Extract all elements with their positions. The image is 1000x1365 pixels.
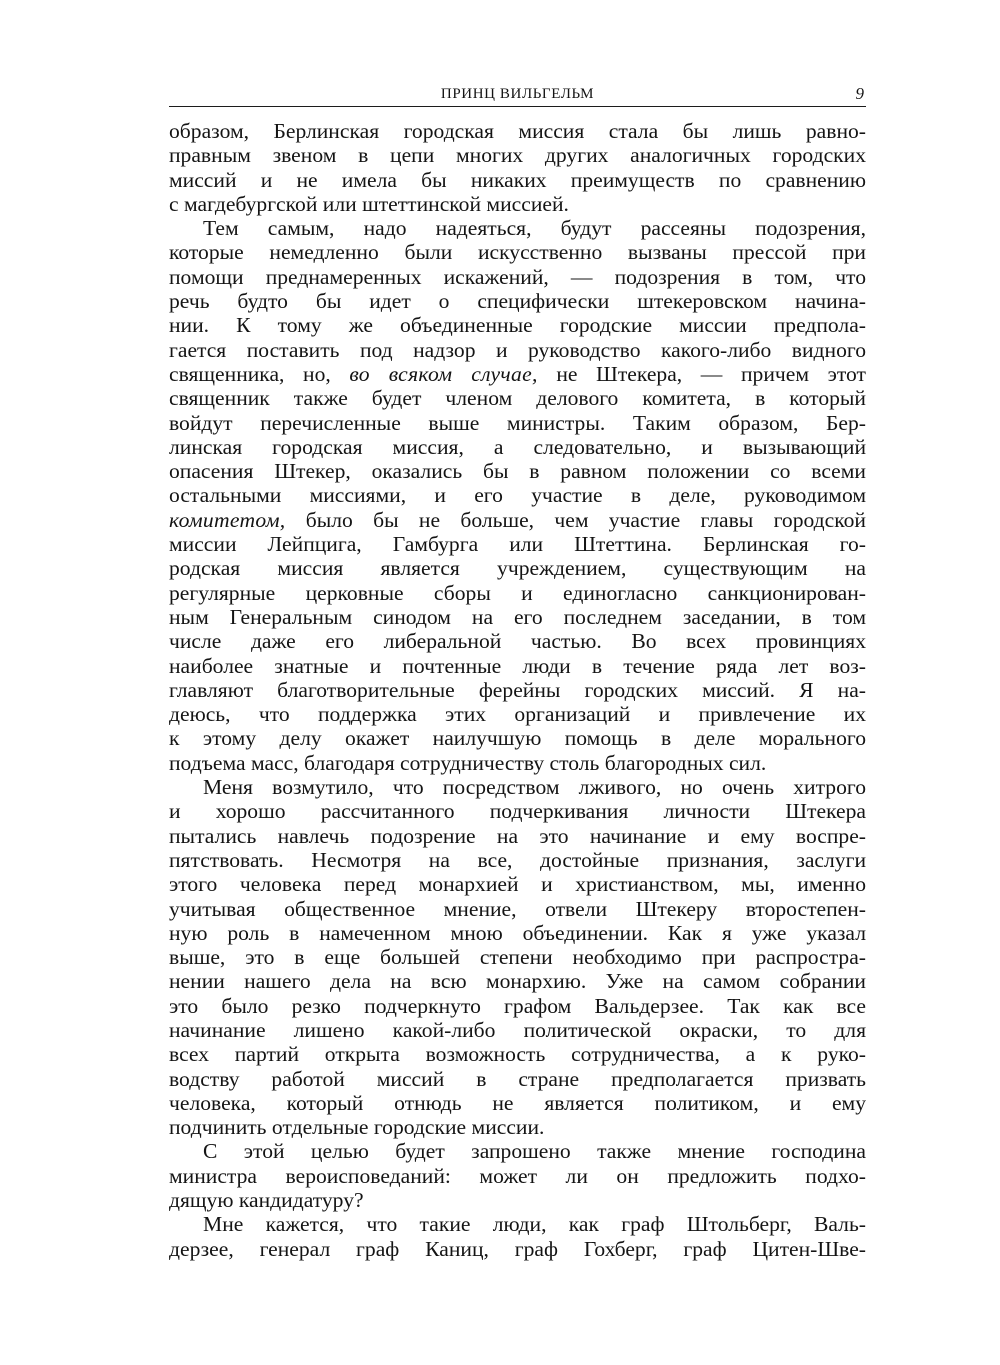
text-line: родская миссия является учреждением, существующим на bbox=[169, 556, 866, 581]
text-line: регулярные церковные сборы и единогласно санкционирован- bbox=[169, 580, 866, 605]
text-line-with-emphasis bbox=[169, 508, 866, 532]
text-line: войдут перечисленные выше министры. Таким образом, Бер- bbox=[169, 410, 866, 435]
text-line: водству работой миссий в стране предполагается призвать bbox=[169, 1066, 866, 1091]
text-line-with-emphasis bbox=[169, 362, 866, 386]
text-line: наиболее знатные и почтенные люди в течение ряда лет воз- bbox=[169, 653, 866, 678]
text-line: начинание лишено какой-либо политической окраски, то для bbox=[169, 1017, 866, 1042]
text-line: ным Генеральным синодом на его последнем заседании, в том bbox=[169, 604, 866, 629]
text-line: министра вероисповеданий: может ли он предложить подхо- bbox=[169, 1163, 866, 1188]
text-line: С этой целью будет запрошено также мнение господина bbox=[203, 1139, 866, 1164]
text-line: которые немедленно были искусственно вызваны прессой при bbox=[169, 240, 866, 265]
text-line: дящую кандидатуру? bbox=[169, 1188, 364, 1213]
text-line: Мне кажется, что такие люди, как граф Штольберг, Валь- bbox=[203, 1212, 866, 1237]
text-line: деюсь, что поддержка этих организаций и привлечение их bbox=[169, 702, 866, 727]
text-line: остальными миссиями, и его участие в деле, руководимом bbox=[169, 483, 866, 508]
text-line: с магдебургской или штеттинской миссией. bbox=[169, 191, 569, 216]
text-line: подчинить отдельные городские миссии. bbox=[169, 1115, 545, 1140]
text-line: пытались навлечь подозрение на это начинание и ему воспре- bbox=[169, 823, 866, 848]
text-line: этого человека перед монархией и христианством, мы, именно bbox=[169, 872, 866, 897]
text-line: человека, который отнюдь не является политиком, и ему bbox=[169, 1090, 866, 1115]
text-line: правным звеном в цепи многих других аналогичных городских bbox=[169, 143, 866, 168]
text-line: гается поставить под надзор и руководство какого-либо видного bbox=[169, 337, 866, 362]
text-line: опасения Штекер, оказались бы в равном положении со всеми bbox=[169, 459, 866, 484]
text-line: числе даже его либеральной частью. Во всех провинциях bbox=[169, 629, 866, 654]
text-line: ную роль в намеченном мною объединении. Как я уже указал bbox=[169, 920, 866, 945]
paragraph-2 bbox=[169, 216, 866, 775]
text-line: выше, это в еще большей степени необходимо при распростра- bbox=[169, 945, 866, 970]
text-line: учитывая общественное мнение, отвели Штекеру второстепен- bbox=[169, 896, 866, 921]
text-line: это было резко подчеркнуто графом Вальдерзее. Так как все bbox=[169, 993, 866, 1018]
text-line: священник также будет членом делового комитета, в который bbox=[169, 386, 866, 411]
text-line: миссии Лейпцига, Гамбурга или Штеттина. Берлинская го- bbox=[169, 532, 866, 557]
text-line: нии. К тому же объединенные городские миссии предпола- bbox=[169, 313, 866, 338]
text-line: образом, Берлинская городская миссия стала бы лишь равно- bbox=[169, 119, 866, 143]
text-line: речь будто бы идет о специфически штекеровском начина- bbox=[169, 289, 866, 314]
paragraph-5 bbox=[169, 1212, 866, 1261]
text-segment: было бы не больше, чем участие главы городской bbox=[285, 507, 866, 532]
running-title: ПРИНЦ ВИЛЬГЕЛЬМ bbox=[440, 86, 595, 102]
text-line: миссий и не имела бы никаких преимуществ по сравнению bbox=[169, 167, 866, 192]
text-line: нении нашего дела на всю монархию. Уже на самом собрании bbox=[169, 969, 866, 994]
text-line: подъема масс, благодаря сотрудничеству столь благородных сил. bbox=[169, 750, 767, 775]
text-line: всех партий открыта возможность сотрудничества, а к руко- bbox=[169, 1042, 866, 1067]
page-body bbox=[169, 119, 866, 1261]
text-segment: не Штекера, — причем этот bbox=[537, 361, 866, 386]
text-line: пятствовать. Несмотря на все, достойные признания, заслуги bbox=[169, 847, 866, 872]
text-line: помощи преднамеренных искажений, — подозрения в том, что bbox=[169, 264, 866, 289]
paragraph-4 bbox=[169, 1139, 866, 1212]
text-segment: священника, но, bbox=[169, 361, 350, 386]
page-number: 9 bbox=[855, 84, 864, 103]
emphasized-text: комитетом, bbox=[169, 507, 286, 532]
text-line: Тем самым, надо надеяться, будут рассеяны подозрения, bbox=[203, 216, 866, 241]
paragraph-1 bbox=[169, 119, 866, 216]
running-header bbox=[169, 84, 866, 107]
emphasized-text: во всяком случае, bbox=[349, 361, 538, 386]
text-line: к этому делу окажет наилучшую помощь в деле морального bbox=[169, 726, 866, 751]
text-line: линская городская миссия, а следовательно, и вызывающий bbox=[169, 434, 866, 459]
paragraph-3 bbox=[169, 775, 866, 1139]
book-page bbox=[169, 84, 866, 1261]
text-line: главляют благотворительные ферейны городских миссий. Я на- bbox=[169, 677, 866, 702]
text-line: и хорошо рассчитанного подчеркивания личности Штекера bbox=[169, 799, 866, 824]
text-line: Меня возмутило, что посредством лживого, но очень хитрого bbox=[203, 775, 866, 800]
text-line: дерзее, генерал граф Каниц, граф Гохберг, граф Цитен-Шве- bbox=[169, 1236, 866, 1261]
